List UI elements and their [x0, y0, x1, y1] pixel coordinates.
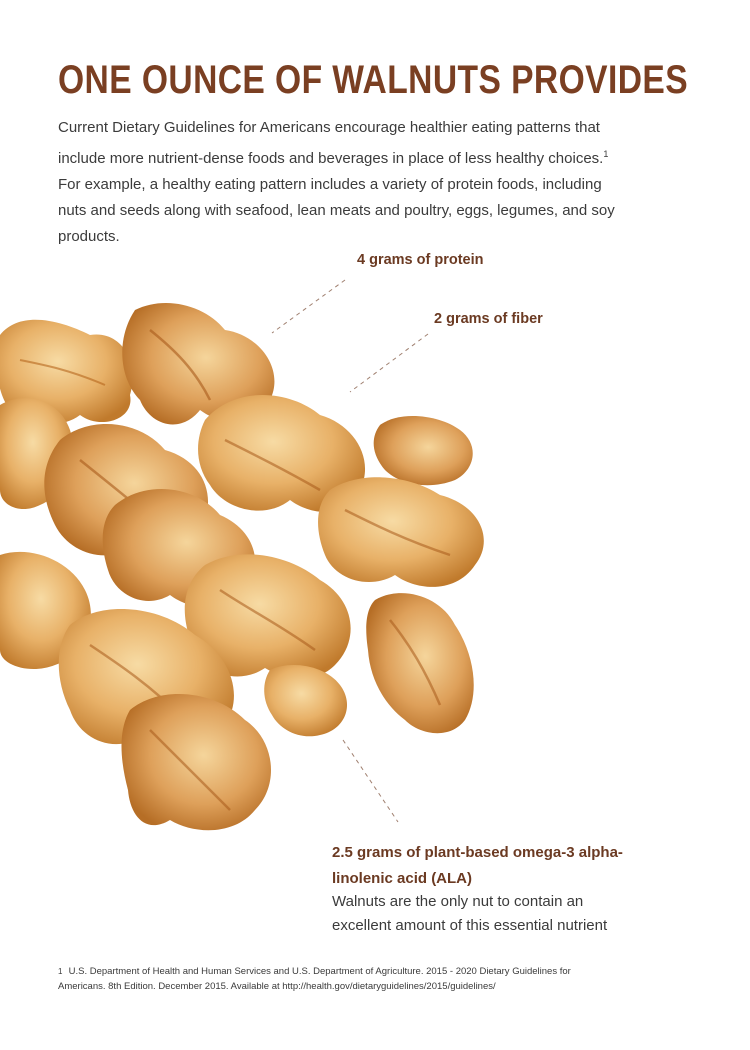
walnut-half — [122, 694, 272, 830]
walnut-half — [366, 593, 473, 733]
walnut-half — [264, 665, 347, 736]
protein-callout: 4 grams of protein — [357, 252, 484, 268]
footnote — [58, 964, 618, 994]
footnote-mark: 1 — [58, 967, 63, 976]
walnut-half — [318, 477, 484, 587]
omega-callout: 2.5 grams of plant-based omega-3 alpha-linolenic acid (ALA) — [332, 844, 623, 887]
walnut-half — [374, 416, 473, 485]
page-title: ONE OUNCE OF WALNUTS PROVIDES — [58, 58, 689, 102]
fiber-callout: 2 grams of fiber — [434, 311, 543, 327]
omega-description: Walnuts are the only nut to contain an excellent amount of this essential nutrient — [332, 893, 608, 934]
intro-text-continued: For example, a healthy eating pattern includes a variety of protein foods, including nuts and seeds along with seafood, lean meats and poultry, eggs, legumes, and soy products. — [58, 176, 615, 245]
walnuts-photo — [0, 290, 520, 850]
footnote-ref: 1 — [603, 149, 609, 159]
intro-text: Current Dietary Guidelines for Americans encourage healthier eating patterns that include more nutrient-dense foods and beverages in place of less healthy choices. — [58, 119, 604, 167]
footnote-text: U.S. Department of Health and Human Services and U.S. Department of Agriculture. 2015 - 2020 Dietary Guidelines for Americans. 8th Edition. December 2015. Available at http://health.gov/dietaryguidelines/2015/guidelines/ — [58, 966, 571, 992]
